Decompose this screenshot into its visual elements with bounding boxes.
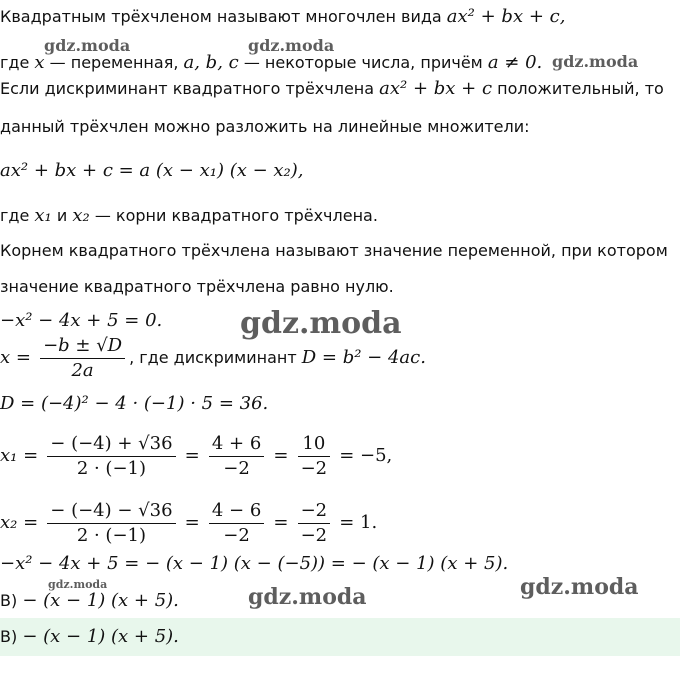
factor-line <box>0 116 530 138</box>
root-formula-fraction <box>40 334 125 383</box>
roots-text-a: где <box>0 206 30 225</box>
root-formula-text: , где дискриминант <box>129 348 297 367</box>
x1-calc-line <box>0 430 392 482</box>
equation: −x² − 4x + 5 = 0. <box>0 310 163 331</box>
x1-fraction-3 <box>298 432 331 481</box>
x2-fraction-3-den: −2 <box>300 525 328 546</box>
factorization-formula: ax² + bx + c = a (x − x₁) (x − x₂), <box>0 160 304 181</box>
x1-fraction-3-num: 10 <box>298 432 331 457</box>
x1-lhs: x₁ = <box>0 445 39 466</box>
root-formula-line <box>0 334 426 383</box>
factorization-result-line <box>0 553 508 575</box>
root-x2: x₂ <box>72 205 90 226</box>
x1-fraction-1-den: 2 · (−1) <box>76 458 147 479</box>
x1-fraction-1 <box>47 432 175 481</box>
answer-formula: − (x − 1) (x + 5). <box>22 590 179 611</box>
answer-line <box>0 590 179 612</box>
discriminant-text-b: положительный, то <box>497 79 664 98</box>
root-definition-text: Корнем квадратного трёхчлена называют значение переменной, при котором <box>0 241 668 260</box>
factor-text: данный трёхчлен можно разложить на линейные множители: <box>0 117 530 136</box>
discriminant-text-a: Если дискриминант квадратного трёхчлена <box>0 79 375 98</box>
answer-label: В) <box>0 591 18 610</box>
root-formula-denominator: 2a <box>71 360 94 381</box>
roots-text-b: и <box>56 206 68 225</box>
root-definition-text-2: значение квадратного трёхчлена равно нулю. <box>0 277 394 296</box>
watermark: gdz.moda <box>48 578 108 591</box>
x1-fraction-3-den: −2 <box>300 458 328 479</box>
x1-result: = −5, <box>339 445 393 466</box>
roots-line <box>0 205 378 227</box>
definition-line <box>0 6 565 28</box>
x1-fraction-2 <box>209 432 264 481</box>
root-definition-line <box>0 240 668 262</box>
x2-lhs: x₂ = <box>0 512 39 533</box>
x1-fraction-1-num: − (−4) + √36 <box>47 432 175 457</box>
variables-text-a: где <box>0 53 30 72</box>
definition-text: Квадратным трёхчленом называют многочлен вида <box>0 7 442 26</box>
equation-line <box>0 310 162 332</box>
answer-highlight-formula: − (x − 1) (x + 5). <box>22 626 179 647</box>
answer-highlight-line <box>0 626 179 648</box>
watermark: gdz.moda <box>248 36 335 55</box>
trinomial-formula: ax² + bx + c, <box>446 6 566 27</box>
watermark: gdz.moda <box>552 52 639 71</box>
discriminant-calc: D = (−4)² − 4 · (−1) · 5 = 36. <box>0 393 269 414</box>
x2-fraction-1-den: 2 · (−1) <box>76 525 147 546</box>
discriminant-formula: D = b² − 4ac. <box>301 347 426 368</box>
root-x1: x₁ <box>34 205 52 226</box>
variables-line <box>0 52 542 74</box>
x1-fraction-2-num: 4 + 6 <box>209 432 264 457</box>
coefficients: a, b, c <box>183 52 239 73</box>
watermark: gdz.moda <box>240 306 402 341</box>
watermark: gdz.moda <box>44 36 131 55</box>
variables-text-c: — некоторые числа, причём <box>243 53 483 72</box>
watermark: gdz.moda <box>520 574 639 600</box>
answer-highlight-label: В) <box>0 627 18 646</box>
x1-eq-a: = <box>184 445 200 466</box>
nonzero-condition: a ≠ 0. <box>487 52 543 73</box>
x1-fraction-2-den: −2 <box>223 458 250 479</box>
x2-fraction-1-num: − (−4) − √36 <box>47 499 175 524</box>
x2-result: = 1. <box>339 512 378 533</box>
roots-text-c: — корни квадратного трёхчлена. <box>94 206 378 225</box>
x2-eq-b: = <box>273 512 289 533</box>
root-definition-line-2 <box>0 276 394 298</box>
factorization-formula-line <box>0 160 304 182</box>
x2-fraction-3 <box>298 499 331 548</box>
variables-text-b: — переменная, <box>49 53 179 72</box>
discriminant-line <box>0 78 664 100</box>
x2-calc-line <box>0 497 377 549</box>
x1-eq-b: = <box>273 445 289 466</box>
factorization-result: −x² − 4x + 5 = − (x − 1) (x − (−5)) = − (x − 1) (x + 5). <box>0 553 509 574</box>
discriminant-calc-line <box>0 393 268 415</box>
watermark: gdz.moda <box>248 584 367 610</box>
root-formula-numerator: −b ± √D <box>40 334 125 359</box>
answer-highlight-box <box>0 618 680 656</box>
x2-fraction-2 <box>209 499 264 548</box>
trinomial-formula-2: ax² + bx + c <box>379 78 493 99</box>
variable-x: x <box>34 52 45 73</box>
x2-fraction-2-den: −2 <box>223 525 250 546</box>
x2-fraction-3-num: −2 <box>298 499 331 524</box>
x2-fraction-1 <box>47 499 175 548</box>
x2-eq-a: = <box>184 512 200 533</box>
root-formula-lhs: x = <box>0 347 31 368</box>
x2-fraction-2-num: 4 − 6 <box>209 499 264 524</box>
